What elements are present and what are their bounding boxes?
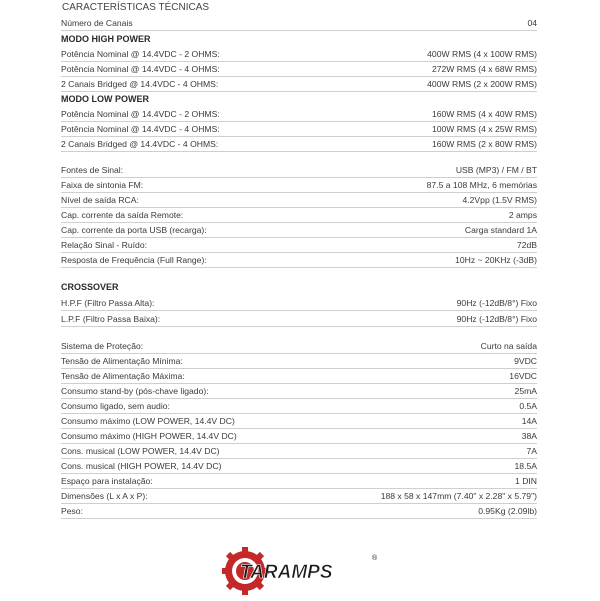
spec-label: L.P.F (Filtro Passa Baixa): (61, 314, 161, 324)
spec-label: Número de Canais (61, 18, 133, 28)
spec-row (61, 414, 537, 429)
spec-value: 0.5A (519, 401, 537, 411)
spec-label: Peso: (61, 506, 83, 516)
spec-row (61, 208, 537, 223)
spec-value: 10Hz ~ 20KHz (-3dB) (455, 255, 537, 265)
spec-row (61, 504, 537, 519)
spec-label: Faixa de sintonia FM: (61, 180, 144, 190)
spec-row (61, 223, 537, 238)
spec-value: 38A (521, 431, 537, 441)
taramps-logo-icon (222, 546, 382, 596)
spec-label: Cap. corrente da saída Remote: (61, 210, 184, 220)
spec-row (61, 399, 537, 414)
spec-label: Sistema de Proteção: (61, 341, 144, 351)
spec-value: 90Hz (-12dB/8°) Fixo (456, 314, 537, 324)
spec-row (61, 62, 537, 77)
section-title-crossover: CROSSOVER (61, 282, 119, 292)
spec-label: Cons. musical (HIGH POWER, 14.4V DC) (61, 461, 222, 471)
spec-value: 04 (527, 18, 537, 28)
spec-row (61, 489, 537, 504)
spec-row (61, 77, 537, 92)
spec-label: 2 Canais Bridged @ 14.4VDC - 4 OHMS: (61, 79, 219, 89)
spec-value: 0.95Kg (2.09lb) (478, 506, 537, 516)
spec-value: 7A (526, 446, 537, 456)
spec-row (61, 107, 537, 122)
spec-row (61, 47, 537, 62)
section-title-low-power: MODO LOW POWER (61, 94, 149, 104)
spec-value: Curto na saída (480, 341, 537, 351)
spec-label: Fontes de Sinal: (61, 165, 124, 175)
spec-row (61, 429, 537, 444)
spec-row (61, 178, 537, 193)
spec-label: H.P.F (Filtro Passa Alta): (61, 298, 155, 308)
spec-value: 2 amps (508, 210, 537, 220)
spec-row (61, 369, 537, 384)
spec-row (61, 238, 537, 253)
spec-row (61, 163, 537, 178)
spec-row (61, 137, 537, 152)
spec-label: Relação Sinal - Ruído: (61, 240, 147, 250)
spec-label: Tensão de Alimentação Máxima: (61, 371, 185, 381)
spec-row (61, 354, 537, 369)
spec-row (61, 459, 537, 474)
spec-row (61, 253, 537, 268)
spec-label: Consumo stand-by (pós-chave ligado): (61, 386, 209, 396)
spec-value: 1 DIN (515, 476, 537, 486)
section-title-high-power: MODO HIGH POWER (61, 34, 151, 44)
spec-value: 14A (521, 416, 537, 426)
spec-row (61, 193, 537, 208)
spec-value: 16VDC (509, 371, 537, 381)
page-title: CARACTERÍSTICAS TÉCNICAS (62, 2, 210, 13)
spec-label: Potência Nominal @ 14.4VDC - 2 OHMS: (61, 109, 220, 119)
spec-label: Dimensões (L x A x P): (61, 491, 148, 501)
spec-label: Potência Nominal @ 14.4VDC - 4 OHMS: (61, 124, 220, 134)
spec-value: 272W RMS (4 x 68W RMS) (431, 64, 537, 74)
spec-label: Potência Nominal @ 14.4VDC - 4 OHMS: (61, 64, 220, 74)
spec-value: 18.5A (514, 461, 537, 471)
spec-row (61, 474, 537, 489)
spec-value: 160W RMS (2 x 80W RMS) (431, 139, 537, 149)
spec-row-channels (61, 16, 537, 31)
spec-value: 90Hz (-12dB/8°) Fixo (456, 298, 537, 308)
brand-wordmark: TARAMPS (240, 562, 333, 583)
spec-value: USB (MP3) / FM / BT (455, 165, 537, 175)
spec-row (61, 296, 537, 311)
spec-label: Nível de saída RCA: (61, 195, 139, 205)
spec-label: Potência Nominal @ 14.4VDC - 2 OHMS: (61, 49, 220, 59)
spec-row (61, 384, 537, 399)
spec-value: 100W RMS (4 x 25W RMS) (431, 124, 537, 134)
spec-value: 72dB (516, 240, 537, 250)
spec-label: Tensão de Alimentação Mínima: (61, 356, 183, 366)
spec-row (61, 444, 537, 459)
spec-value: 25mA (514, 386, 537, 396)
spec-value: 4.2Vpp (1.5V RMS) (462, 195, 537, 205)
spec-label: Cap. corrente da porta USB (recarga): (61, 225, 207, 235)
spec-value: 188 x 58 x 147mm (7.40" x 2.28" x 5.79") (380, 491, 537, 501)
spec-value: 87.5 a 108 MHz, 6 memórias (426, 180, 537, 190)
spec-label: Espaço para instalação: (61, 476, 153, 486)
spec-value: Carga standard 1A (464, 225, 537, 235)
spec-label: 2 Canais Bridged @ 14.4VDC - 4 OHMS: (61, 139, 219, 149)
registered-mark: ® (372, 555, 378, 562)
spec-value: 160W RMS (4 x 40W RMS) (431, 109, 537, 119)
spec-label: Consumo ligado, sem audio: (61, 401, 170, 411)
spec-row (61, 312, 537, 327)
spec-row (61, 339, 537, 354)
spec-value: 400W RMS (4 x 100W RMS) (427, 49, 537, 59)
spec-label: Consumo máximo (LOW POWER, 14.4V DC) (61, 416, 235, 426)
spec-label: Resposta de Frequência (Full Range): (61, 255, 207, 265)
brand-logo (222, 546, 382, 596)
spec-label: Cons. musical (LOW POWER, 14.4V DC) (61, 446, 220, 456)
spec-value: 9VDC (514, 356, 537, 366)
spec-label: Consumo máximo (HIGH POWER, 14.4V DC) (61, 431, 237, 441)
spec-row (61, 122, 537, 137)
spec-value: 400W RMS (2 x 200W RMS) (427, 79, 537, 89)
